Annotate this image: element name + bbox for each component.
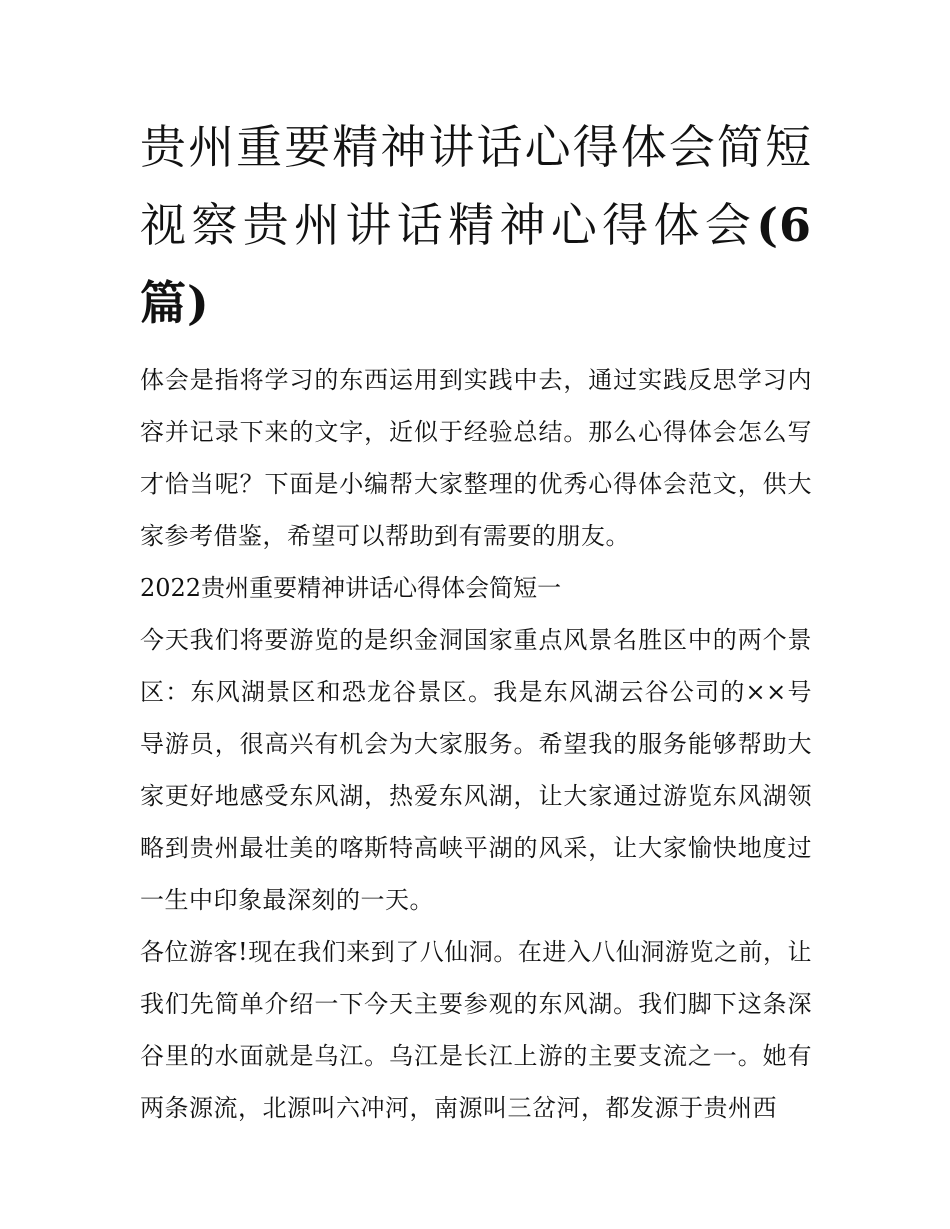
document-page xyxy=(140,108,812,1134)
intro-paragraph: 体会是指将学习的东西运用到实践中去，通过实践反思学习内容并记录下来的文字，近似于经验总结。那么心得体会怎么写才恰当呢？下面是小编帮大家整理的优秀心得体会范文，供大家参考借鉴，希望可以帮助到有需要的朋友。 xyxy=(140,366,812,550)
section-paragraph-2: 各位游客!现在我们来到了八仙洞。在进入八仙洞游览之前，让我们先简单介绍一下今天主要参观的东风湖。我们脚下这条深谷里的水面就是乌江。乌江是长江上游的主要支流之一。她有两条源流，北源叫六冲河，南源叫三岔河，都发源于贵州西 xyxy=(140,938,812,1122)
section-heading: 2022贵州重要精神讲话心得体会简短一 xyxy=(140,574,562,602)
section-paragraph-1: 今天我们将要游览的是织金洞国家重点风景名胜区中的两个景区：东风湖景区和恐龙谷景区。我是东风湖云谷公司的××号导游员，很高兴有机会为大家服务。希望我的服务能够帮助大家更好地感受东风湖，热爱东风湖，让大家通过游览东风湖领略到贵州最壮美的喀斯特高峡平湖的风采，让大家愉快地度过一生中印象最深刻的一天。 xyxy=(140,626,812,914)
document-body xyxy=(140,354,812,1134)
document-title-main: 贵州重要精神讲话心得体会简短 视察贵州讲话精神心得体会 xyxy=(140,120,812,252)
document-title-count: (6篇) xyxy=(140,198,812,330)
document-title xyxy=(140,108,812,342)
